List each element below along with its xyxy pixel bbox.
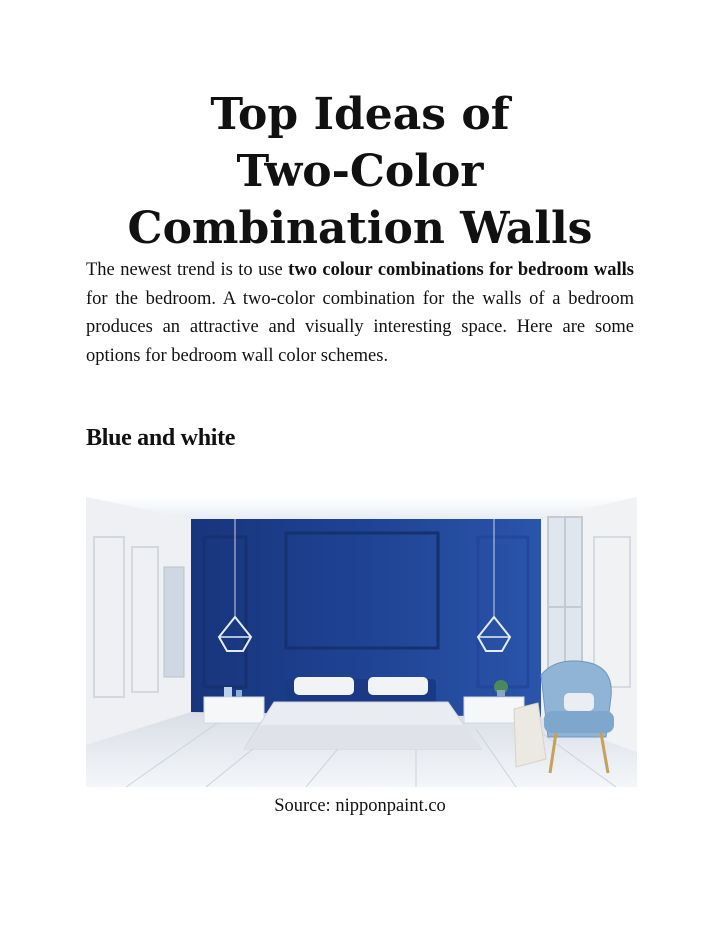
page-title: [0, 86, 720, 257]
cushion: [564, 693, 594, 711]
bedroom-photo: [86, 497, 637, 787]
pillow-left: [294, 677, 354, 695]
left-vase: [224, 687, 232, 697]
intro-paragraph: [86, 256, 634, 370]
left-nightstand: [204, 697, 264, 723]
bedroom-illustration: [86, 497, 637, 787]
left-window: [164, 567, 184, 677]
intro-text-end: for the bedroom. A two-color combination for the walls of a bedroom produces an attractive and visually interesting space. Here are some options for bedroom wall color schemes.: [86, 288, 634, 366]
title-line-1: Top Ideas of: [210, 89, 510, 140]
section-heading: Blue and white: [86, 425, 236, 451]
image-caption: Source: nipponpaint.co: [274, 796, 446, 816]
pillow-right: [368, 677, 428, 695]
title-line-3: Combination Walls: [127, 203, 593, 254]
intro-text-start: The newest trend is to use: [86, 260, 289, 280]
intro-bold-phrase: two colour combinations for bedroom walls: [288, 260, 634, 280]
title-line-2: Two-Color: [236, 146, 484, 197]
